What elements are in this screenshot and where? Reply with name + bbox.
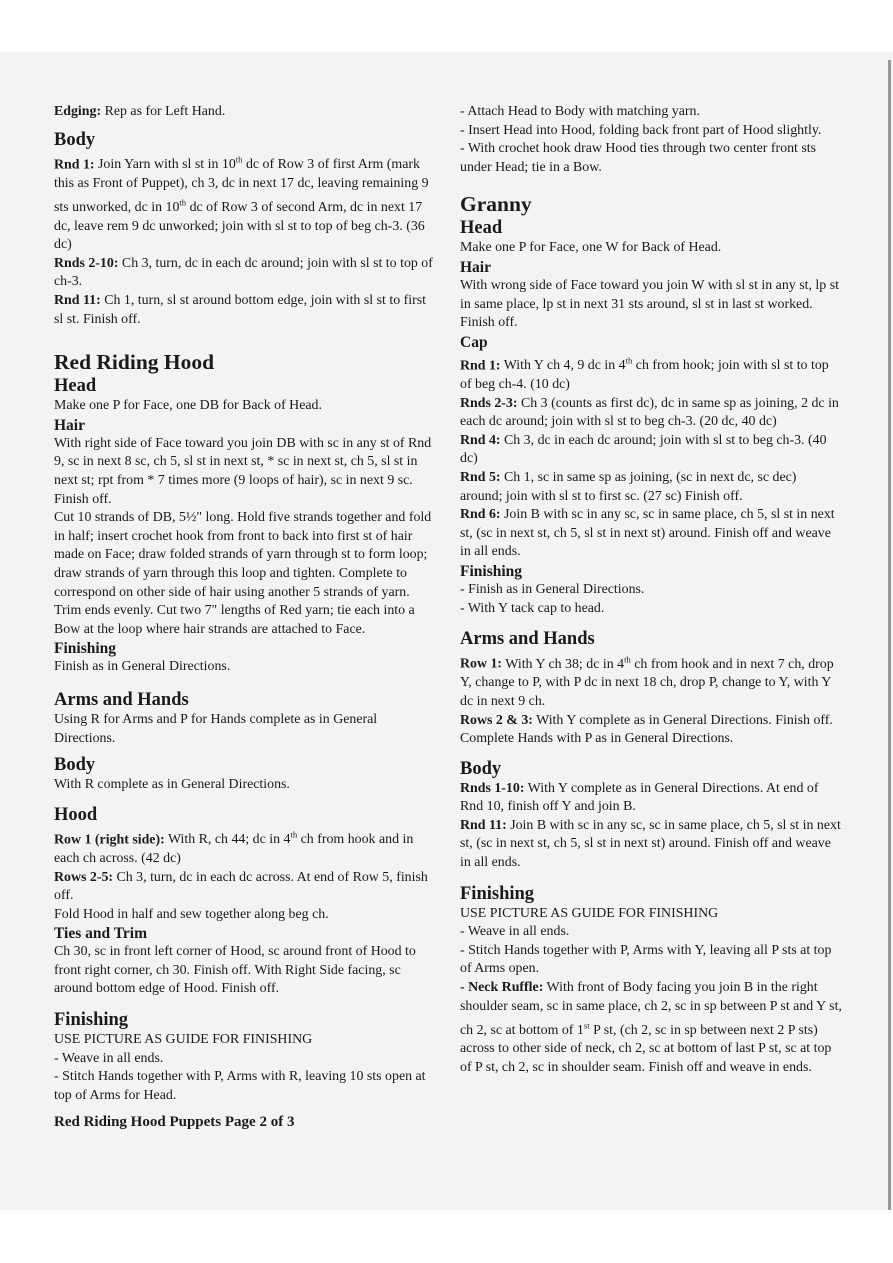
rnd1-label: Rnd 1:	[54, 157, 95, 173]
rnd11-text: Ch 1, turn, sl st around bottom edge, join with sl st to first sl st. Finish off.	[54, 293, 426, 327]
granny-hair-text: With wrong side of Face toward you join W with sl st in any st, lp st in same place, lp st in next 31 sts around, sl st in last st worked. Finish off.	[460, 277, 839, 331]
rnd11-paragraph	[54, 292, 436, 329]
granny-finishing-heading: Finishing	[460, 562, 523, 580]
ties-heading: Ties and Trim	[54, 925, 148, 943]
rrh-body-text: With R complete as in General Directions.	[54, 777, 290, 793]
cap-rnd1-text: With Y ch 4, 9 dc in 4th ch from hook; join with sl st to top of beg ch-4. (10 dc)	[460, 355, 829, 392]
rrh-hair-p2: Cut 10 strands of DB, 5½" long. Hold five strands together and fold in half; insert crochet hook from front to back into first st of hair made on Face; draw folded strands of yarn through st to form loop; draw strands of yarn through this loop and tighten. Complete to correspond on other side of hair using another 5 strands of yarn. Trim ends evenly. Cut two 7" lengths of Red yarn; tie each into a Bow at the loop where hair strands are attached to Face.	[54, 510, 432, 637]
attach-line1: - Attach Head to Body with matching yarn.	[460, 104, 700, 119]
rrh-finishing2-heading: Finishing	[54, 1010, 129, 1031]
rnd1-text: Join Yarn with sl st in 10th dc of Row 3 of first Arm (mark this as Front of Puppet), ch 3, dc in next 17 dc, leaving remaining 9 sts unworked, dc in 10th dc of Row 3 of second Arm, dc in next 17 dc, leave rem 9 dc unworked; join with sl st to top of beg ch-3. (36 dc)	[54, 154, 429, 253]
rrh-hair-heading: Hair	[54, 416, 85, 434]
granny-arms-rows23-text: With Y complete as in General Directions. Finish off.	[532, 712, 833, 728]
granny-arms-hands-text: Complete Hands with P as in General Directions.	[460, 731, 734, 747]
cap-rnds23-paragraph	[460, 395, 842, 432]
cap-rnd5-paragraph	[460, 469, 842, 506]
neck-ruffle-paragraph	[460, 979, 842, 1078]
hood-row1-text: With R, ch 44; dc in 4th ch from hook and in each ch across. (42 dc)	[54, 829, 414, 866]
rrh-arms-heading: Arms and Hands	[54, 689, 189, 710]
granny-arms-heading: Arms and Hands	[460, 629, 595, 650]
page-edge	[888, 60, 891, 1210]
granny-finishing2-line1: USE PICTURE AS GUIDE FOR FINISHING	[460, 905, 719, 921]
cap-rnd4-text: Ch 3, dc in each dc around; join with sl st to beg ch-3. (40 dc)	[460, 432, 827, 467]
rnds210-paragraph	[54, 255, 436, 292]
granny-body-rnd11-text: Join B with sc in any sc, sc in same place, ch 5, sl st in next st, (sc in next st, ch 5, sl st in next st) around. Finish off and weave in all ends.	[460, 817, 841, 871]
hood-rows25-paragraph	[54, 869, 436, 906]
hood-row1-paragraph	[54, 826, 436, 869]
right-column	[460, 103, 842, 1078]
cap-rnd4-label: Rnd 4:	[460, 432, 501, 448]
cap-rnd1-paragraph	[460, 352, 842, 395]
rrh-body-heading: Body	[54, 755, 96, 776]
rrh-finishing2-line1: USE PICTURE AS GUIDE FOR FINISHING	[54, 1032, 313, 1048]
cap-rnd6-text: Join B with sc in any sc, sc in same place, ch 5, sl st in next st, (sc in next st, ch 5, sl st in next st) around. Finish off and weave in all ends.	[460, 507, 835, 560]
granny-finishing2-line2: - Weave in all ends.	[460, 924, 570, 940]
granny-finishing2-heading: Finishing	[460, 883, 535, 904]
attach-line2: - Insert Head into Hood, folding back front part of Hood slightly.	[460, 122, 822, 138]
rrh-arms-text: Using R for Arms and P for Hands complete as in General Directions.	[54, 711, 378, 746]
rrh-finishing-text: Finish as in General Directions.	[54, 659, 231, 675]
edging-paragraph	[54, 103, 436, 122]
granny-arms-row1-text: With Y ch 38; dc in 4th ch from hook and in next 7 ch, drop Y, change to P, with P dc in next 18 ch, drop P, change to Y, with Y dc in next 9 ch.	[460, 654, 834, 709]
rrh-finishing-heading: Finishing	[54, 640, 117, 658]
cap-rnd6-label: Rnd 6:	[460, 507, 501, 523]
page-footer: Red Riding Hood Puppets Page 2 of 3	[54, 1114, 295, 1131]
granny-body-rnd11-label: Rnd 11:	[460, 817, 507, 833]
rnd1-paragraph	[54, 151, 436, 255]
cap-rnd5-label: Rnd 5:	[460, 469, 501, 485]
granny-body-rnds-paragraph	[460, 780, 842, 817]
granny-body-rnd11-paragraph	[460, 817, 842, 873]
rrh-hood-heading: Hood	[54, 804, 98, 825]
hood-fold-text: Fold Hood in half and sew together along beg ch.	[54, 906, 329, 922]
rnd11-label: Rnd 11:	[54, 293, 101, 308]
attach-line3: - With crochet hook draw Hood ties through two center front sts under Head; tie in a Bow.	[460, 141, 817, 175]
edging-label: Edging:	[54, 104, 102, 119]
rrh-hair-p1: With right side of Face toward you join DB with sc in any st of Rnd 9, sc in next 8 sc, ch 5, sl st in next st, * sc in next st, ch 5, sl st in next st; rpt from * 7 times more (9 loops of hair), sc in next 9 sc. Finish off.	[54, 435, 432, 507]
ties-text: Ch 30, sc in front left corner of Hood, sc around front of Hood to front right corner, ch 30. Finish off. With Right Side facing, sc around bottom edge of Hood. Finish off.	[54, 944, 416, 997]
rrh-finishing2-line3: - Stitch Hands together with P, Arms with R, leaving 10 sts open at top of Arms for Head.	[54, 1069, 426, 1103]
hood-rows25-label: Rows 2-5:	[54, 869, 114, 885]
granny-arms-rows23-paragraph	[460, 712, 842, 731]
cap-rnd1-label: Rnd 1:	[460, 358, 501, 374]
granny-arms-row1-label: Row 1:	[460, 656, 503, 672]
granny-arms-row1-paragraph	[460, 650, 842, 711]
granny-body-heading: Body	[460, 758, 502, 779]
rrh-head-text: Make one P for Face, one DB for Back of Head.	[54, 398, 322, 414]
rnds210-text: Ch 3, turn, dc in each dc around; join with sl st to top of ch-3.	[54, 255, 433, 290]
granny-arms-rows23-label: Rows 2 & 3:	[460, 712, 533, 728]
rnds210-label: Rnds 2-10:	[54, 255, 119, 271]
cap-rnd6-paragraph	[460, 506, 842, 562]
cap-rnd4-paragraph	[460, 432, 842, 469]
body-heading: Body	[54, 129, 96, 150]
granny-finishing-line2: - With Y tack cap to head.	[460, 600, 605, 616]
granny-head-text: Make one P for Face, one W for Back of Head.	[460, 240, 722, 256]
cap-rnds23-label: Rnds 2-3:	[460, 395, 518, 411]
rrh-head-heading: Head	[54, 376, 97, 397]
granny-finishing2-line3: - Stitch Hands together with P, Arms with Y, leaving all P sts at top of Arms open.	[460, 942, 832, 977]
granny-body-rnds-text: With Y complete as in General Directions. At end of Rnd 10, finish off Y and join B.	[460, 780, 819, 815]
rrh-finishing2-line2: - Weave in all ends.	[54, 1050, 164, 1066]
hood-row1-label: Row 1 (right side):	[54, 832, 165, 848]
cap-heading: Cap	[460, 333, 488, 351]
granny-heading: Granny	[460, 192, 532, 217]
granny-hair-heading: Hair	[460, 258, 491, 276]
granny-head-heading: Head	[460, 218, 503, 239]
hood-rows25-text: Ch 3, turn, dc in each dc across. At end of Row 5, finish off.	[54, 869, 428, 904]
cap-rnds23-text: Ch 3 (counts as first dc), dc in same sp as joining, 2 dc in each dc around; join with sl st to beg ch-3. (20 dc, 40 dc)	[460, 395, 839, 430]
granny-body-rnds-label: Rnds 1-10:	[460, 780, 525, 796]
cap-rnd5-text: Ch 1, sc in same sp as joining, (sc in next dc, sc dec) around; join with sl st to first sc. (27 sc) Finish off.	[460, 469, 797, 504]
left-column	[54, 103, 436, 1132]
rrh-heading: Red Riding Hood	[54, 350, 215, 375]
granny-finishing-line1: - Finish as in General Directions.	[460, 581, 645, 597]
neck-ruffle-text: With front of Body facing you join B in the right shoulder seam, sc in same place, ch 2, sc in sp between P st and Y st, ch 2, sc at bottom of 1st P st, (ch 2, sc in sp between next 2 P sts) across to other side of neck, ch 2, sc at bottom of last P st, sc at top of P st, ch 2, sc in shoulder seam. Finish off and weave in ends.	[460, 980, 842, 1076]
edging-text: Rep as for Left Hand.	[101, 104, 226, 119]
neck-ruffle-label: - Neck Ruffle:	[460, 980, 544, 996]
